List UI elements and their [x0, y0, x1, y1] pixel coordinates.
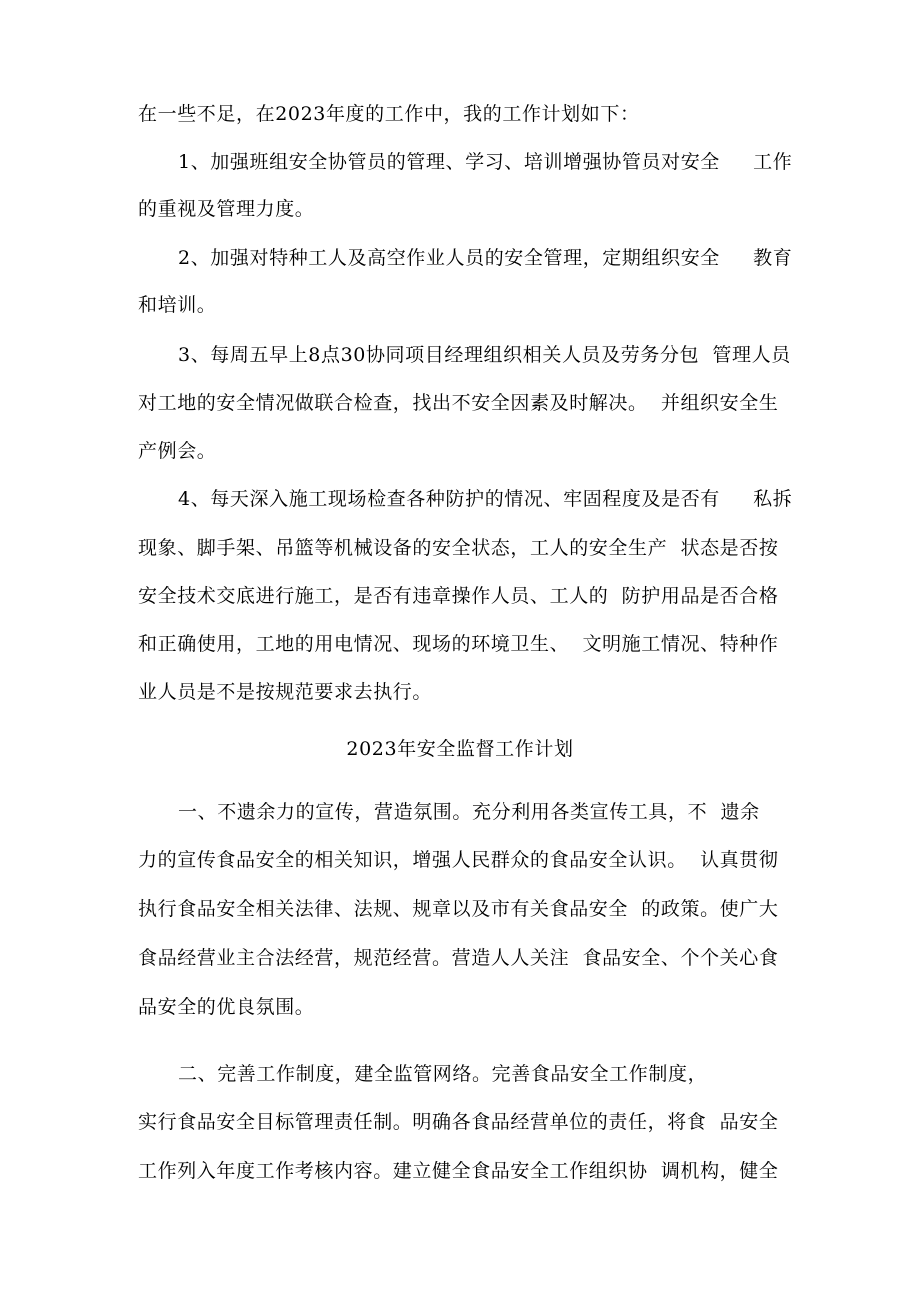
section-title: 2023年安全监督工作计划 — [346, 738, 574, 760]
plan-item-4-line-3: 安全技术交底进行施工，是否有违章操作人员、工人的 防护用品是否合格 — [138, 585, 779, 607]
plan-item-4-line-4: 和正确使用，工地的用电情况、现场的环境卫生、 文明施工情况、特种作 — [138, 633, 779, 655]
plan-item-2-line-2: 和培训。 — [138, 294, 217, 316]
plan-item-3-line-1: 3、每周五早上8点30协同项目经理组织相关人员及劳务分包 管理人员 — [178, 344, 791, 366]
section-1-line-1: 一、不遗余力的宣传，营造氛围。充分利用各类宣传工具，不 遗余 — [178, 801, 760, 823]
section-1-line-5: 品安全的优良氛围。 — [138, 996, 315, 1018]
section-2-line-1: 二、完善工作制度，建全监管网络。完善食品安全工作制度， — [178, 1063, 708, 1085]
section-1-line-2: 力的宣传食品安全的相关知识，增强人民群众的食品安全认识。 认真贯彻 — [138, 849, 779, 871]
section-2-line-2: 实行食品安全目标管理责任制。明确各食品经营单位的责任，将食 品安全 — [138, 1111, 779, 1133]
plan-item-4-line-2: 现象、脚手架、吊篮等机械设备的安全状态，工人的安全生产 状态是否按 — [138, 537, 779, 559]
plan-item-1-line-2: 的重视及管理力度。 — [138, 198, 315, 220]
section-2-line-3: 工作列入年度工作考核内容。建立健全食品安全工作组织协 调机构，健全 — [138, 1160, 779, 1182]
plan-item-2-line-1: 2、加强对特种工人及高空作业人员的安全管理，定期组织安全 教育 — [178, 247, 793, 269]
plan-item-4-line-5: 业人员是不是按规范要求去执行。 — [138, 681, 433, 703]
plan-item-3-line-3: 产例会。 — [138, 440, 217, 462]
section-1-line-4: 食品经营业主合法经营，规范经营。营造人人关注 食品安全、个个关心食 — [138, 947, 779, 969]
intro-line: 在一些不足，在2023年度的工作中，我的工作计划如下： — [138, 103, 640, 125]
plan-item-3-line-2: 对工地的安全情况做联合检查，找出不安全因素及时解决。 并组织安全生 — [138, 392, 779, 414]
plan-item-1-line-1: 1、加强班组安全协管员的管理、学习、培训增强协管员对安全 工作 — [178, 151, 793, 173]
plan-item-4-line-1: 4、每天深入施工现场检查各种防护的情况、牢固程度及是否有 私拆 — [178, 488, 793, 510]
section-1-line-3: 执行食品安全相关法律、法规、规章以及市有关食品安全 的政策。使广大 — [138, 898, 779, 920]
